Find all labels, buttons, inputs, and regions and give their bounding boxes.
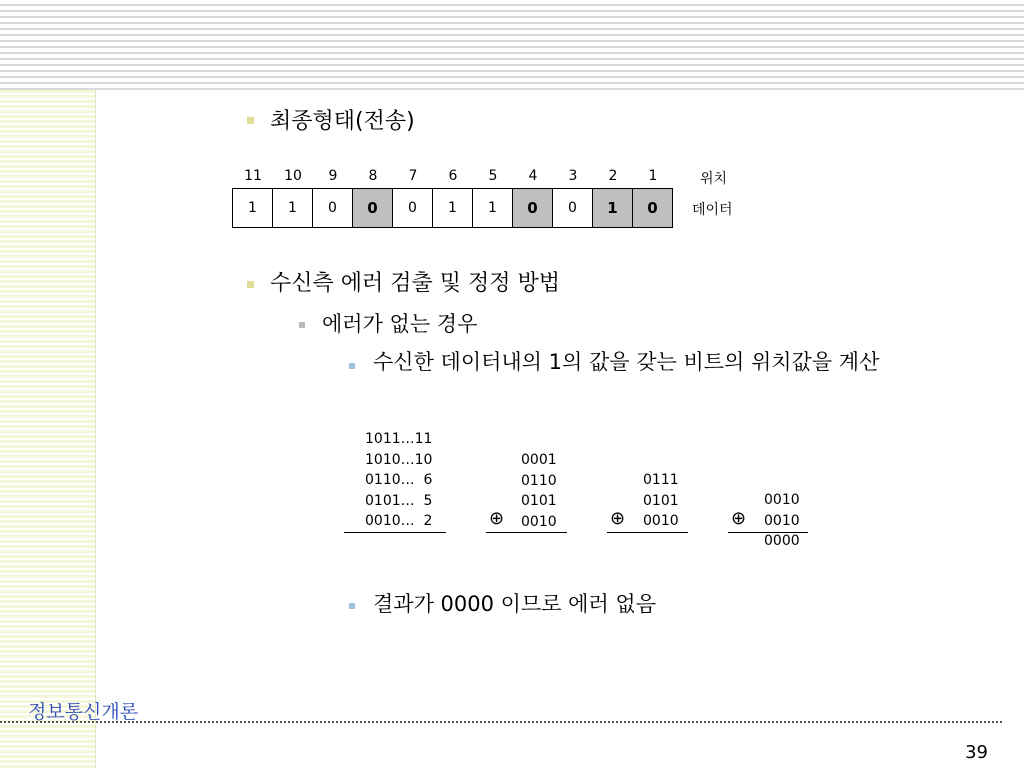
calc-underline-2	[486, 532, 567, 533]
subheading-no-error-case: 에러가 없는 경우	[322, 312, 478, 336]
calc-line: 1010…10	[365, 451, 433, 468]
data-label: 데이터	[692, 202, 733, 218]
xor-icon: ⊕	[731, 508, 747, 529]
bit-cell: 1	[233, 189, 273, 228]
bit-cell: 1	[273, 189, 313, 228]
position-cell: 6	[448, 168, 458, 184]
bit-cell: 0	[553, 189, 593, 228]
position-cell: 2	[608, 168, 618, 184]
calc-line: 0110… 6	[365, 472, 433, 488]
calc-line: 0111	[643, 472, 679, 488]
heading-final-form: 최종형태(전송)	[270, 109, 415, 134]
calc-line: 0000	[764, 533, 800, 549]
calc-line: 1011…11	[365, 431, 433, 447]
position-cell: 5	[488, 168, 498, 184]
footer-divider	[0, 721, 1002, 723]
position-cell: 10	[284, 168, 302, 184]
calc-line: 0010… 2	[365, 513, 433, 529]
heading-error-detection: 수신측 에러 검출 및 정정 방법	[270, 271, 560, 296]
left-stripe-border	[95, 90, 96, 768]
calc-line: 0110	[521, 472, 557, 489]
position-cell: 8	[368, 168, 378, 184]
bullet-result	[349, 603, 355, 609]
calc-column-3	[643, 470, 679, 532]
bullet-sub1	[299, 322, 305, 328]
left-stripe-decoration	[0, 90, 95, 768]
xor-icon: ⊕	[610, 508, 626, 529]
calc-column-2	[521, 450, 557, 532]
calc-column-4	[764, 490, 800, 552]
calc-line: 0010	[764, 512, 800, 529]
xor-icon: ⊕	[489, 508, 505, 529]
calc-underline-1	[344, 532, 446, 533]
bit-cell: 1	[433, 189, 473, 228]
parity-bit-cell: 1	[593, 189, 633, 228]
calc-line: 0010	[643, 513, 679, 529]
calc-line: 0010	[764, 492, 800, 508]
instruction-text: 수신한 데이터내의 1의 값을 갖는 비트의 위치값을 계산	[373, 350, 880, 374]
calc-underline-4	[728, 532, 808, 533]
top-stripe-decoration	[0, 0, 1024, 90]
calc-line: 0101… 5	[365, 492, 433, 509]
calc-line: 0001	[521, 452, 557, 468]
footer-course-title: 정보통신개론	[28, 701, 139, 723]
position-cell: 3	[568, 168, 578, 184]
calc-line: 0101	[643, 492, 679, 509]
position-cell: 9	[328, 168, 338, 184]
position-cell: 1	[648, 168, 658, 184]
bit-data-table	[232, 188, 673, 228]
parity-bit-cell: 0	[633, 189, 673, 228]
position-cell: 11	[244, 168, 262, 184]
bit-cell: 0	[393, 189, 433, 228]
calc-column-1	[365, 429, 432, 532]
position-cell: 4	[528, 168, 538, 184]
bullet-sub2	[349, 363, 355, 369]
position-label: 위치	[700, 171, 728, 187]
bullet-heading2	[247, 281, 254, 288]
bit-cell: 0	[313, 189, 353, 228]
bullet-heading1	[247, 117, 254, 124]
bit-cell: 1	[473, 189, 513, 228]
page-number: 39	[965, 742, 988, 763]
calc-line: 0101	[521, 493, 557, 509]
position-cell: 7	[408, 168, 418, 184]
result-text: 결과가 0000 이므로 에러 없음	[373, 592, 657, 616]
calc-underline-3	[607, 532, 688, 533]
parity-bit-cell: 0	[513, 189, 553, 228]
bit-data-row	[233, 189, 673, 228]
calc-line: 0010	[521, 513, 557, 530]
parity-bit-cell: 0	[353, 189, 393, 228]
